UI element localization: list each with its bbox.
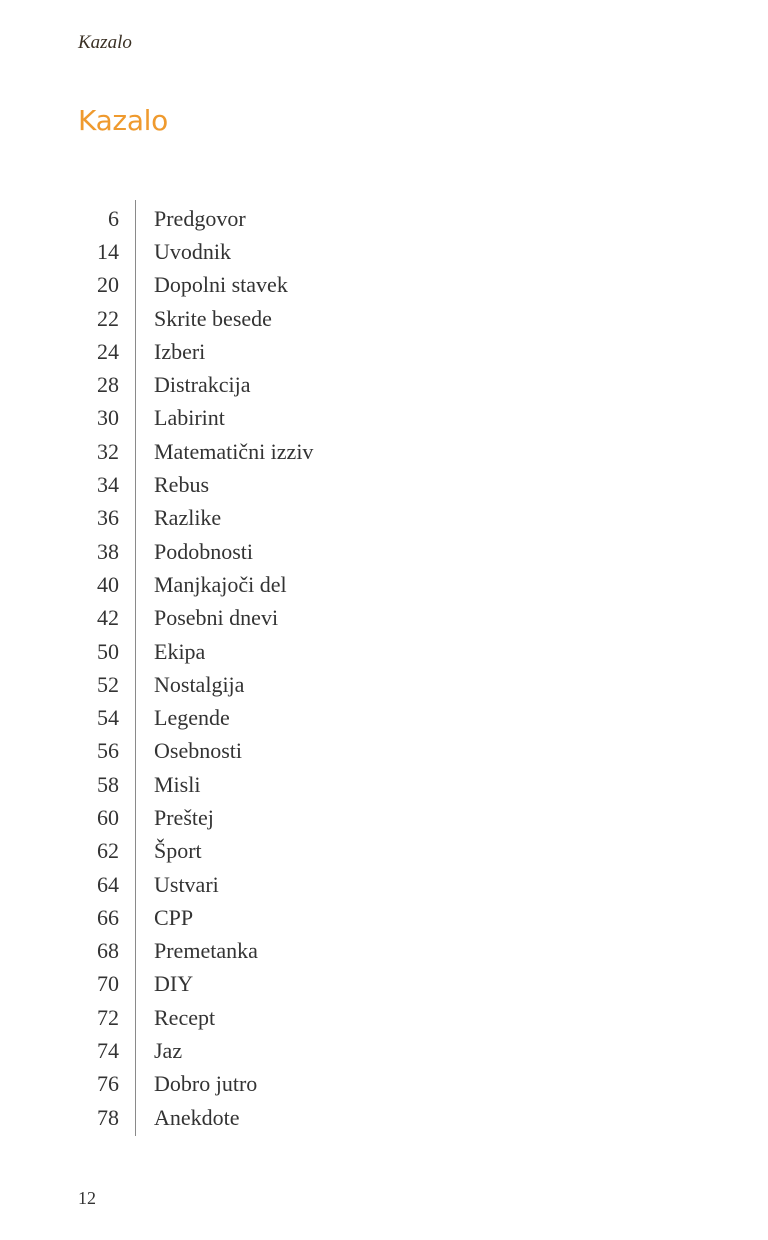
table-of-contents bbox=[78, 202, 313, 1134]
toc-page-number: 20 bbox=[97, 272, 119, 298]
toc-page-number: 28 bbox=[97, 372, 119, 398]
toc-entry-label: Izberi bbox=[154, 338, 206, 364]
toc-page-number: 50 bbox=[97, 638, 119, 664]
toc-entry-label: Osebnosti bbox=[154, 738, 242, 764]
toc-page-number: 68 bbox=[97, 938, 119, 964]
toc-entry-label: Podobnosti bbox=[154, 538, 254, 564]
toc-entry bbox=[78, 335, 313, 368]
toc-entry-label: Razlike bbox=[154, 505, 222, 531]
toc-entry bbox=[78, 868, 313, 901]
toc-entry bbox=[78, 269, 313, 302]
toc-page-number: 40 bbox=[97, 571, 119, 597]
toc-page-number: 78 bbox=[97, 1104, 119, 1130]
toc-entry-label: Premetanka bbox=[154, 938, 258, 964]
toc-entry-label: Predgovor bbox=[154, 205, 246, 231]
toc-entry bbox=[78, 435, 313, 468]
toc-entry-label: Dobro jutro bbox=[154, 1071, 258, 1097]
toc-entry-label: Manjkajoči del bbox=[154, 571, 287, 597]
toc-entry bbox=[78, 701, 313, 734]
toc-page-number: 24 bbox=[97, 338, 119, 364]
toc-entry-label: Ustvari bbox=[154, 871, 219, 897]
page-title: Kazalo bbox=[78, 104, 168, 137]
toc-entry-label: Šport bbox=[154, 838, 202, 864]
toc-entry bbox=[78, 935, 313, 968]
toc-entry bbox=[78, 835, 313, 868]
toc-entry bbox=[78, 402, 313, 435]
toc-entry-label: Jaz bbox=[154, 1038, 183, 1064]
toc-entry bbox=[78, 635, 313, 668]
toc-entry-label: Ekipa bbox=[154, 638, 206, 664]
toc-page-number: 56 bbox=[97, 738, 119, 764]
toc-entry-label: CPP bbox=[154, 904, 194, 930]
toc-entry bbox=[78, 568, 313, 601]
toc-page-number: 14 bbox=[97, 238, 119, 264]
toc-entry-label: Misli bbox=[154, 771, 201, 797]
toc-page-number: 52 bbox=[97, 671, 119, 697]
toc-entry bbox=[78, 602, 313, 635]
toc-entry bbox=[78, 735, 313, 768]
running-header: Kazalo bbox=[78, 32, 132, 53]
toc-entry bbox=[78, 1068, 313, 1101]
toc-entry bbox=[78, 1001, 313, 1034]
toc-page-number: 36 bbox=[97, 505, 119, 531]
toc-page-number: 70 bbox=[97, 971, 119, 997]
toc-entry bbox=[78, 302, 313, 335]
toc-page-number: 6 bbox=[108, 205, 119, 231]
page-number: 12 bbox=[78, 1188, 96, 1208]
toc-entry bbox=[78, 535, 313, 568]
toc-entry bbox=[78, 801, 313, 834]
toc-page-number: 62 bbox=[97, 838, 119, 864]
toc-page-number: 34 bbox=[97, 472, 119, 498]
toc-entry-label: Recept bbox=[154, 1004, 216, 1030]
toc-entry-label: Distrakcija bbox=[154, 372, 251, 398]
toc-page-number: 60 bbox=[97, 804, 119, 830]
toc-page-number: 58 bbox=[97, 771, 119, 797]
toc-entry bbox=[78, 901, 313, 934]
toc-entry bbox=[78, 768, 313, 801]
toc-entry bbox=[78, 668, 313, 701]
toc-entry-label: Preštej bbox=[154, 804, 214, 830]
toc-entry-label: Posebni dnevi bbox=[154, 605, 279, 631]
toc-entry bbox=[78, 202, 313, 235]
toc-entry-label: Dopolni stavek bbox=[154, 272, 288, 298]
toc-entry bbox=[78, 1101, 313, 1134]
toc-entry bbox=[78, 468, 313, 501]
toc-entry bbox=[78, 502, 313, 535]
toc-page-number: 66 bbox=[97, 904, 119, 930]
toc-page-number: 32 bbox=[97, 438, 119, 464]
toc-entry-label: DIY bbox=[154, 971, 194, 997]
toc-page-number: 54 bbox=[97, 705, 119, 731]
toc-entry bbox=[78, 1034, 313, 1067]
toc-page-number: 64 bbox=[97, 871, 119, 897]
toc-entry-label: Anekdote bbox=[154, 1104, 240, 1130]
toc-page-number: 76 bbox=[97, 1071, 119, 1097]
toc-page-number: 30 bbox=[97, 405, 119, 431]
toc-entry bbox=[78, 368, 313, 401]
toc-page-number: 22 bbox=[97, 305, 119, 331]
toc-page-number: 38 bbox=[97, 538, 119, 564]
toc-entry-label: Legende bbox=[154, 705, 230, 731]
toc-page-number: 74 bbox=[97, 1038, 119, 1064]
toc-entry-label: Uvodnik bbox=[154, 238, 231, 264]
toc-entry-label: Matematični izziv bbox=[154, 438, 314, 464]
toc-entry bbox=[78, 235, 313, 268]
toc-entry-label: Rebus bbox=[154, 472, 209, 498]
toc-entry-label: Skrite besede bbox=[154, 305, 272, 331]
toc-entry-label: Labirint bbox=[154, 405, 225, 431]
toc-entry-label: Nostalgija bbox=[154, 671, 245, 697]
toc-entry bbox=[78, 968, 313, 1001]
toc-page-number: 72 bbox=[97, 1004, 119, 1030]
toc-page-number: 42 bbox=[97, 605, 119, 631]
